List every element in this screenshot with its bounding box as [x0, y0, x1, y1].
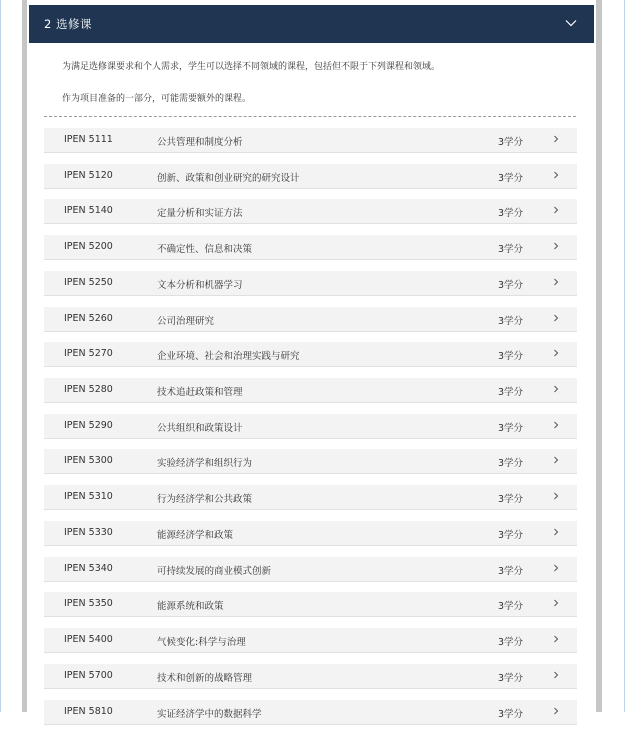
course-code: IPEN 5810: [64, 705, 113, 717]
chevron-down-icon[interactable]: [564, 16, 578, 30]
chevron-right-icon[interactable]: [550, 633, 562, 645]
chevron-right-icon[interactable]: [550, 597, 562, 609]
course-credits: 3学分: [498, 672, 524, 684]
course-name: 行为经济学和公共政策: [157, 494, 253, 506]
course-credits: 3学分: [498, 494, 524, 506]
course-credits: 3学分: [498, 708, 524, 720]
course-name: 实验经济学和组织行为: [157, 458, 253, 470]
course-row[interactable]: [44, 235, 577, 260]
course-code: IPEN 5700: [64, 669, 113, 681]
chevron-right-icon[interactable]: [550, 204, 562, 216]
course-credits: 3学分: [498, 601, 524, 613]
course-name: 公共组织和政策设计: [157, 422, 243, 434]
section-header-electives[interactable]: [29, 5, 594, 43]
chevron-right-icon[interactable]: [550, 347, 562, 359]
page-border-left: [0, 0, 1, 712]
course-credits: 3学分: [498, 565, 524, 577]
intro-text-1: 为满足选修课要求和个人需求，学生可以选择不同领域的课程，包括但不限于下列课程和领域。: [62, 62, 441, 72]
course-code: IPEN 5200: [64, 241, 113, 253]
course-row[interactable]: [44, 521, 577, 546]
course-name: 企业环境、社会和治理实践与研究: [157, 351, 300, 363]
course-code: IPEN 5340: [64, 562, 113, 574]
course-name: 创新、政策和创业研究的研究设计: [157, 172, 300, 184]
course-credits: 3学分: [498, 279, 524, 291]
course-name: 文本分析和机器学习: [157, 279, 243, 291]
course-credits: 3学分: [498, 422, 524, 434]
course-name: 实证经济学中的数据科学: [157, 708, 262, 720]
course-code: IPEN 5330: [64, 526, 113, 538]
course-row[interactable]: [44, 414, 577, 439]
course-code: IPEN 5260: [64, 312, 113, 324]
chevron-right-icon[interactable]: [550, 419, 562, 431]
course-row[interactable]: [44, 664, 577, 689]
course-code: IPEN 5350: [64, 598, 113, 610]
course-credits: 3学分: [498, 172, 524, 184]
course-name: 气候变化:科学与治理: [157, 637, 246, 649]
chevron-right-icon[interactable]: [550, 526, 562, 538]
course-row[interactable]: [44, 378, 577, 403]
course-row[interactable]: [44, 307, 577, 332]
course-credits: 3学分: [498, 315, 524, 327]
chevron-right-icon[interactable]: [550, 454, 562, 466]
course-code: IPEN 5250: [64, 276, 113, 288]
course-code: IPEN 5111: [64, 134, 113, 145]
course-row[interactable]: [44, 485, 577, 510]
course-row[interactable]: [44, 199, 577, 224]
course-code: IPEN 5140: [64, 205, 113, 217]
course-credits: 3学分: [498, 637, 524, 649]
course-name: 可持续发展的商业模式创新: [157, 565, 272, 577]
course-code: IPEN 5270: [64, 348, 113, 360]
course-name: 不确定性、信息和决策: [157, 244, 253, 256]
chevron-right-icon[interactable]: [550, 276, 562, 288]
chevron-right-icon[interactable]: [550, 490, 562, 502]
course-code: IPEN 5290: [64, 419, 113, 431]
course-credits: 3学分: [498, 244, 524, 256]
course-credits: 3学分: [498, 458, 524, 470]
course-row[interactable]: [44, 592, 577, 617]
course-list: [44, 128, 577, 735]
chevron-right-icon[interactable]: [550, 312, 562, 324]
course-row[interactable]: [44, 449, 577, 474]
course-code: IPEN 5400: [64, 634, 113, 646]
chevron-right-icon[interactable]: [550, 562, 562, 574]
course-code: IPEN 5120: [64, 169, 113, 181]
course-code: IPEN 5280: [64, 384, 113, 396]
course-row[interactable]: [44, 271, 577, 296]
course-code: IPEN 5300: [64, 455, 113, 467]
course-row[interactable]: [44, 700, 577, 725]
intro-text-2: 作为项目准备的一部分，可能需要额外的课程。: [62, 94, 252, 104]
course-credits: 3学分: [498, 529, 524, 541]
course-credits: 3学分: [498, 137, 524, 148]
course-row[interactable]: [44, 628, 577, 653]
dashed-divider: [44, 116, 576, 117]
course-credits: 3学分: [498, 208, 524, 220]
chevron-right-icon[interactable]: [550, 705, 562, 717]
course-row[interactable]: [44, 164, 577, 189]
chevron-right-icon[interactable]: [550, 169, 562, 181]
course-name: 公共管理和制度分析: [157, 137, 243, 148]
course-name: 公司治理研究: [157, 315, 215, 327]
chevron-right-icon[interactable]: [550, 669, 562, 681]
section-title: 2 选修课: [44, 17, 92, 31]
course-row[interactable]: [44, 557, 577, 582]
chevron-right-icon[interactable]: [550, 133, 562, 145]
course-credits: 3学分: [498, 387, 524, 399]
course-row[interactable]: [44, 342, 577, 367]
course-code: IPEN 5310: [64, 491, 113, 503]
course-name: 技术和创新的战略管理: [157, 672, 253, 684]
course-name: 能源经济学和政策: [157, 529, 234, 541]
course-name: 技术追赶政策和管理: [157, 387, 243, 399]
course-row[interactable]: [44, 128, 577, 153]
course-name: 定量分析和实证方法: [157, 208, 243, 220]
course-credits: 3学分: [498, 351, 524, 363]
course-name: 能源系统和政策: [157, 601, 224, 613]
chevron-right-icon[interactable]: [550, 240, 562, 252]
chevron-right-icon[interactable]: [550, 383, 562, 395]
